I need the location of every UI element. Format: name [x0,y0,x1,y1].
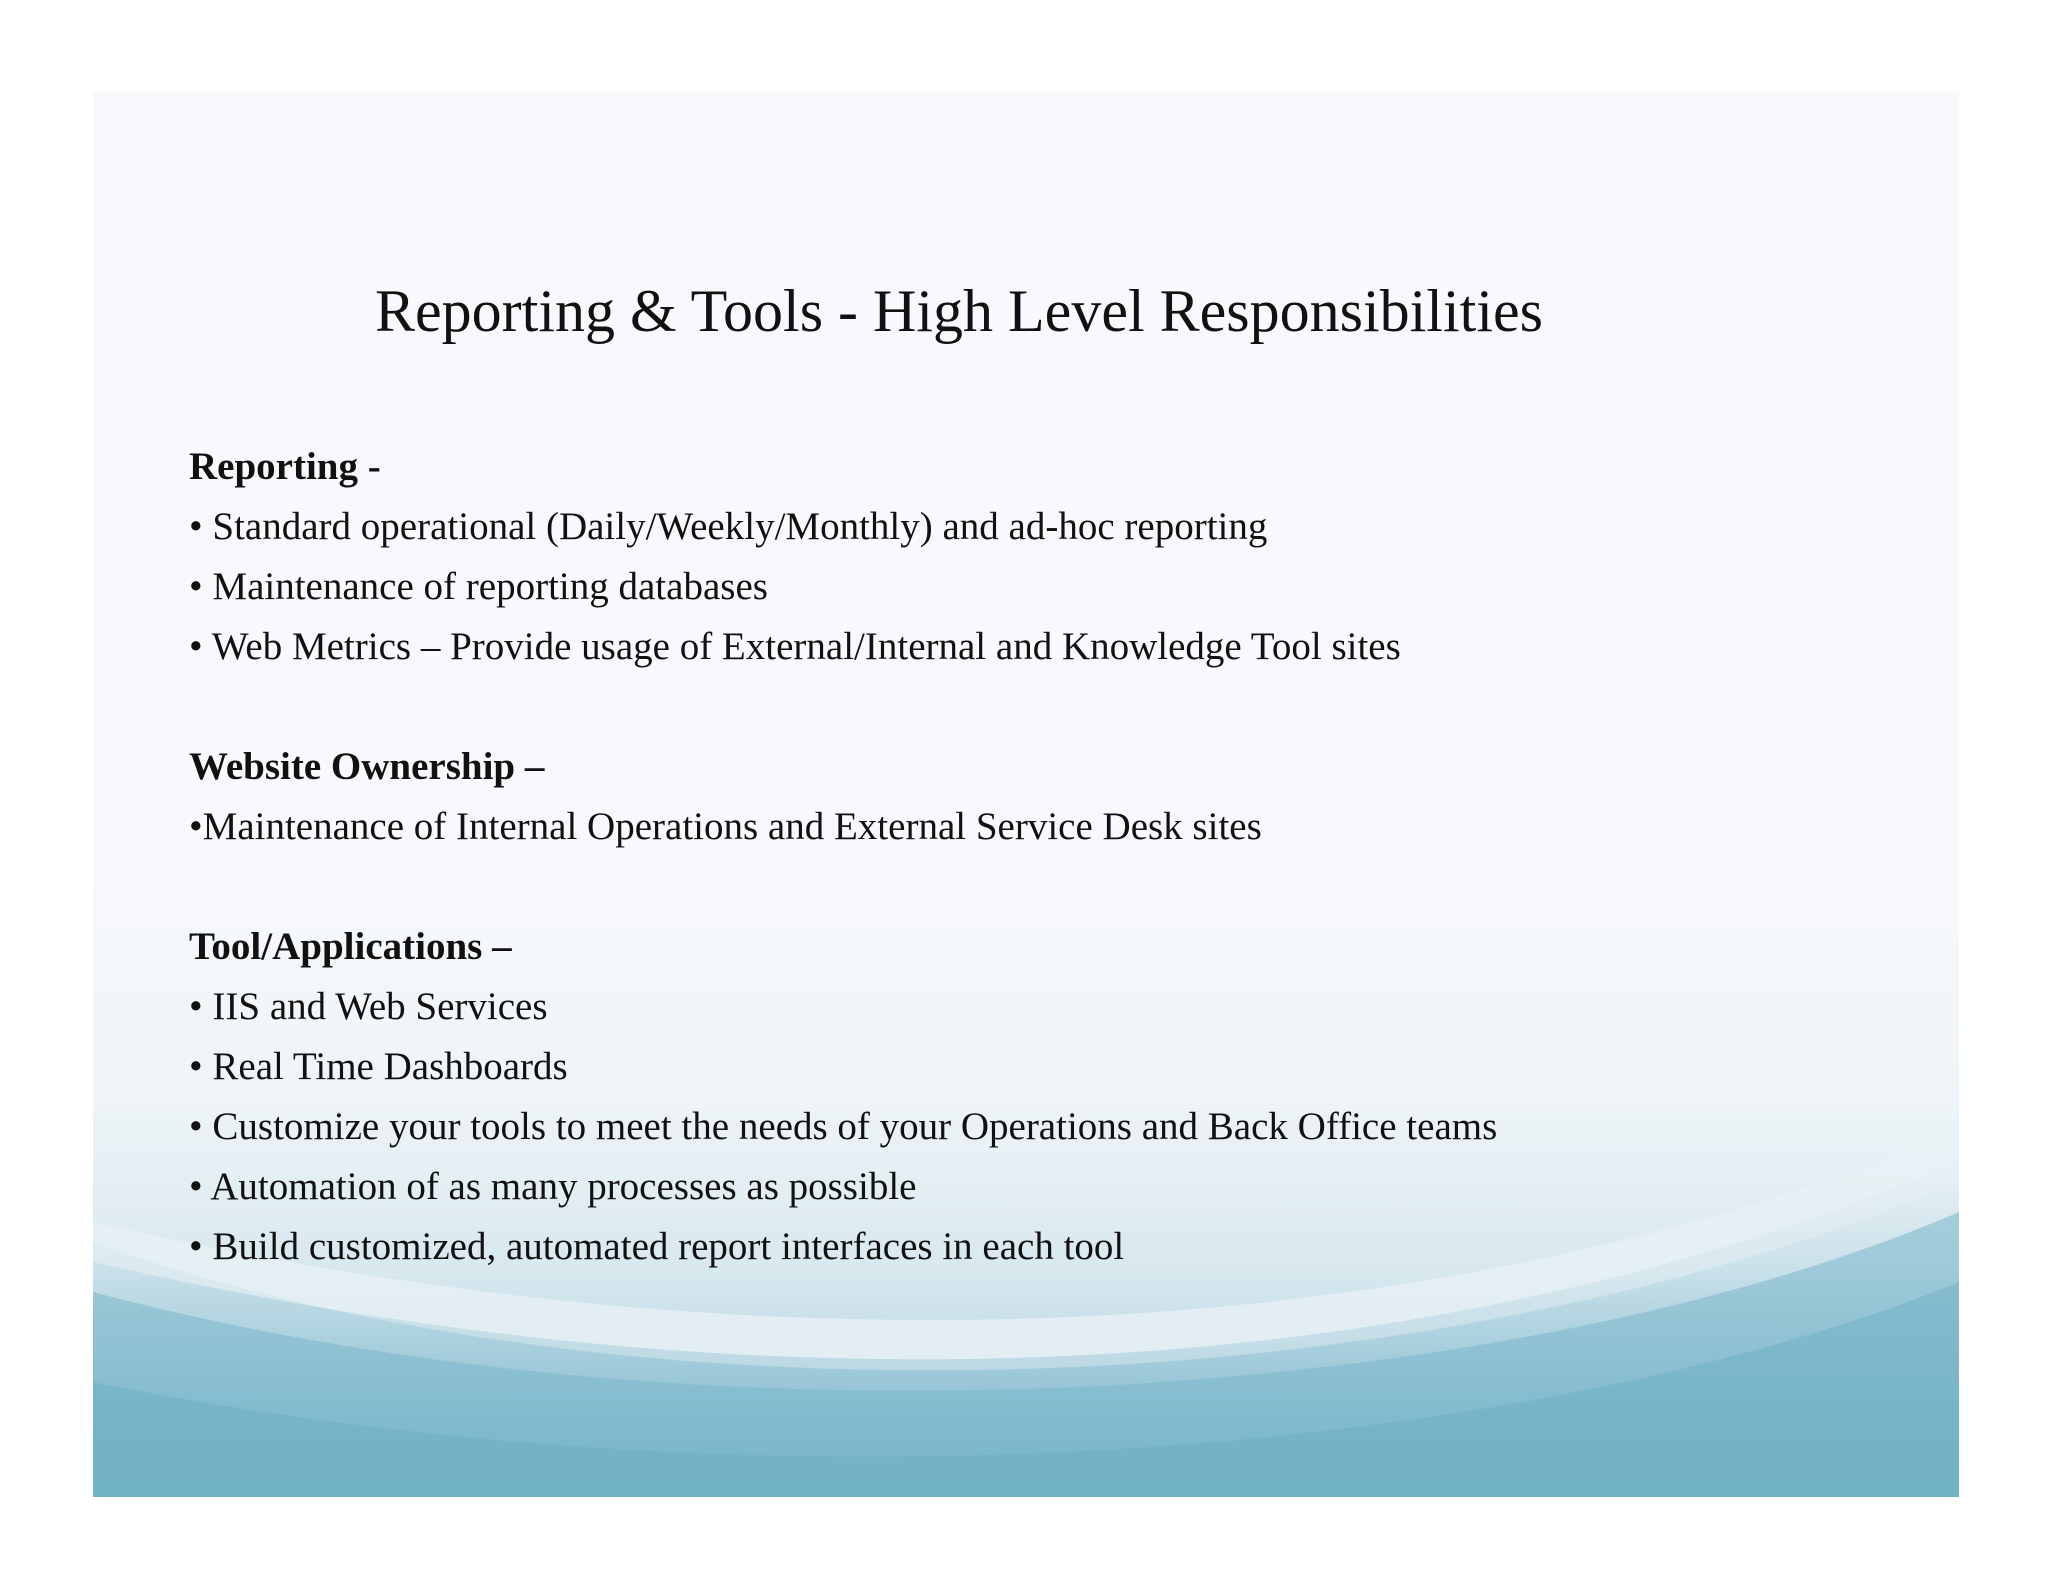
slide [93,92,1959,1497]
list-item: • Standard operational (Daily/Weekly/Monthly) and ad-hoc reporting [189,505,1268,548]
section-website-ownership [189,737,1889,857]
list-item: • Maintenance of reporting databases [189,565,768,608]
list-item: • Web Metrics – Provide usage of External/Internal and Knowledge Tool sites [189,625,1401,668]
list-item: • Real Time Dashboards [189,1045,568,1088]
list-item: • IIS and Web Services [189,985,548,1028]
list-item: •Maintenance of Internal Operations and External Service Desk sites [189,805,1262,848]
section-heading: Reporting - [189,445,381,488]
section-heading: Tool/Applications – [189,925,512,968]
slide-title: Reporting & Tools - High Level Responsibilities [375,278,1543,344]
slide-content [189,437,1889,1337]
section-heading: Website Ownership – [189,745,545,788]
section-tool-applications [189,917,1889,1277]
section-reporting [189,437,1889,677]
list-item: • Build customized, automated report interfaces in each tool [189,1225,1125,1268]
list-item: • Customize your tools to meet the needs of your Operations and Back Office teams [189,1105,1498,1148]
list-item: • Automation of as many processes as possible [189,1165,917,1208]
